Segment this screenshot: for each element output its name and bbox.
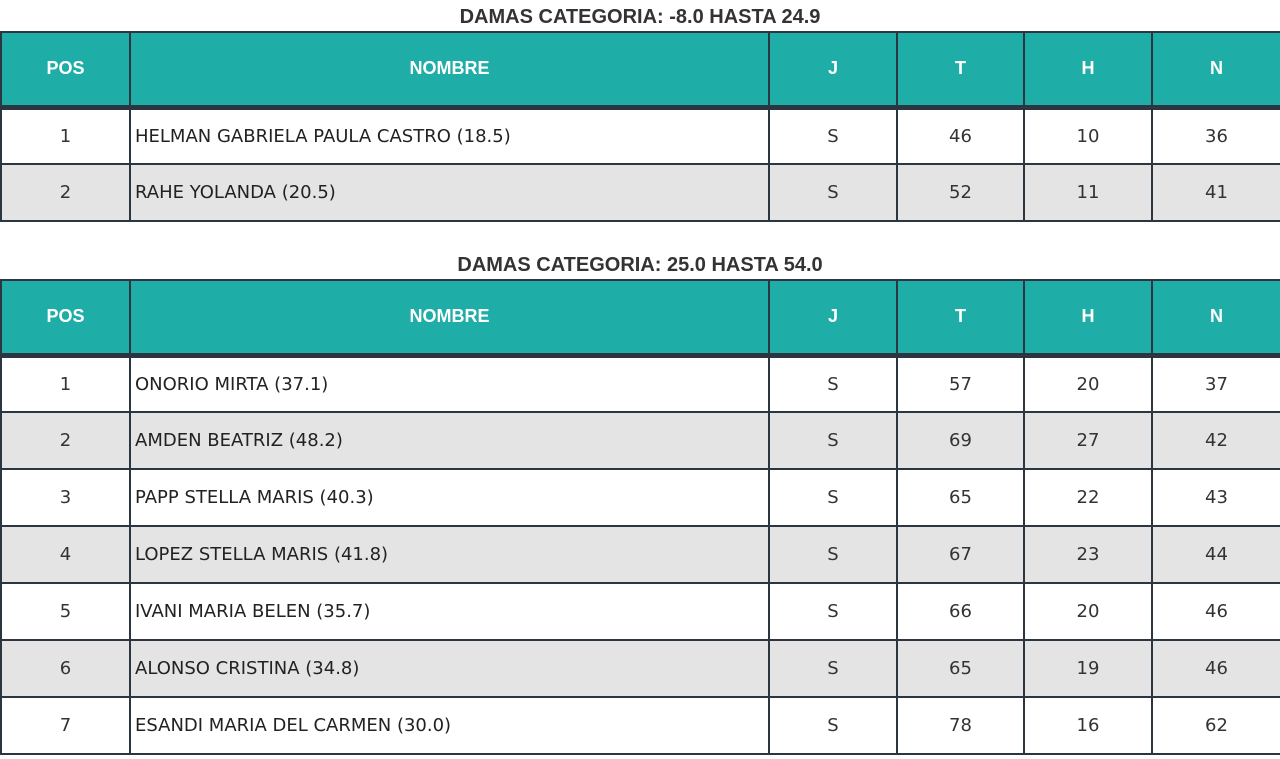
column-header-n: N <box>1152 32 1280 107</box>
cell-h: 11 <box>1024 164 1152 221</box>
cell-pos: 2 <box>1 164 130 221</box>
table-header-row <box>1 280 1280 355</box>
table-row <box>1 412 1280 469</box>
cell-h: 10 <box>1024 107 1152 164</box>
column-header-j: J <box>769 280 897 355</box>
table-body <box>1 107 1280 221</box>
column-header-t: T <box>897 32 1024 107</box>
cell-j: S <box>769 469 897 526</box>
cell-j: S <box>769 355 897 412</box>
cell-pos: 4 <box>1 526 130 583</box>
table-row <box>1 697 1280 754</box>
cell-nombre: ONORIO MIRTA (37.1) <box>130 355 769 412</box>
cell-n: 41 <box>1152 164 1280 221</box>
cell-nombre: LOPEZ STELLA MARIS (41.8) <box>130 526 769 583</box>
cell-j: S <box>769 526 897 583</box>
cell-j: S <box>769 164 897 221</box>
cell-h: 16 <box>1024 697 1152 754</box>
cell-t: 69 <box>897 412 1024 469</box>
table-row <box>1 164 1280 221</box>
standings-table <box>0 31 1280 222</box>
cell-nombre: PAPP STELLA MARIS (40.3) <box>130 469 769 526</box>
cell-nombre: IVANI MARIA BELEN (35.7) <box>130 583 769 640</box>
table-row <box>1 469 1280 526</box>
column-header-h: H <box>1024 32 1152 107</box>
cell-h: 23 <box>1024 526 1152 583</box>
cell-pos: 3 <box>1 469 130 526</box>
cell-h: 20 <box>1024 355 1152 412</box>
column-header-nombre: NOMBRE <box>130 280 769 355</box>
cell-n: 37 <box>1152 355 1280 412</box>
cell-j: S <box>769 412 897 469</box>
column-header-pos: POS <box>1 280 130 355</box>
cell-j: S <box>769 640 897 697</box>
cell-n: 46 <box>1152 640 1280 697</box>
cell-nombre: RAHE YOLANDA (20.5) <box>130 164 769 221</box>
category-title: DAMAS CATEGORIA: 25.0 HASTA 54.0 <box>457 254 823 276</box>
cell-pos: 1 <box>1 107 130 164</box>
column-header-h: H <box>1024 280 1152 355</box>
column-header-t: T <box>897 280 1024 355</box>
cell-j: S <box>769 697 897 754</box>
cell-nombre: HELMAN GABRIELA PAULA CASTRO (18.5) <box>130 107 769 164</box>
cell-nombre: ALONSO CRISTINA (34.8) <box>130 640 769 697</box>
cell-h: 19 <box>1024 640 1152 697</box>
cell-pos: 7 <box>1 697 130 754</box>
cell-pos: 5 <box>1 583 130 640</box>
cell-t: 65 <box>897 640 1024 697</box>
category-title: DAMAS CATEGORIA: -8.0 HASTA 24.9 <box>459 6 821 28</box>
cell-pos: 2 <box>1 412 130 469</box>
cell-t: 65 <box>897 469 1024 526</box>
cell-t: 57 <box>897 355 1024 412</box>
cell-h: 27 <box>1024 412 1152 469</box>
cell-h: 22 <box>1024 469 1152 526</box>
cell-n: 46 <box>1152 583 1280 640</box>
table-header-row <box>1 32 1280 107</box>
cell-n: 44 <box>1152 526 1280 583</box>
table-row <box>1 355 1280 412</box>
cell-n: 62 <box>1152 697 1280 754</box>
cell-nombre: ESANDI MARIA DEL CARMEN (30.0) <box>130 697 769 754</box>
cell-t: 46 <box>897 107 1024 164</box>
column-header-n: N <box>1152 280 1280 355</box>
standings-table <box>0 279 1280 755</box>
cell-j: S <box>769 583 897 640</box>
cell-pos: 1 <box>1 355 130 412</box>
cell-t: 52 <box>897 164 1024 221</box>
cell-pos: 6 <box>1 640 130 697</box>
table-body <box>1 355 1280 754</box>
column-header-j: J <box>769 32 897 107</box>
cell-n: 36 <box>1152 107 1280 164</box>
table-row <box>1 107 1280 164</box>
table-row <box>1 583 1280 640</box>
cell-t: 66 <box>897 583 1024 640</box>
column-header-pos: POS <box>1 32 130 107</box>
cell-n: 43 <box>1152 469 1280 526</box>
table-row <box>1 640 1280 697</box>
table-row <box>1 526 1280 583</box>
cell-j: S <box>769 107 897 164</box>
column-header-nombre: NOMBRE <box>130 32 769 107</box>
cell-h: 20 <box>1024 583 1152 640</box>
cell-n: 42 <box>1152 412 1280 469</box>
cell-nombre: AMDEN BEATRIZ (48.2) <box>130 412 769 469</box>
cell-t: 67 <box>897 526 1024 583</box>
cell-t: 78 <box>897 697 1024 754</box>
